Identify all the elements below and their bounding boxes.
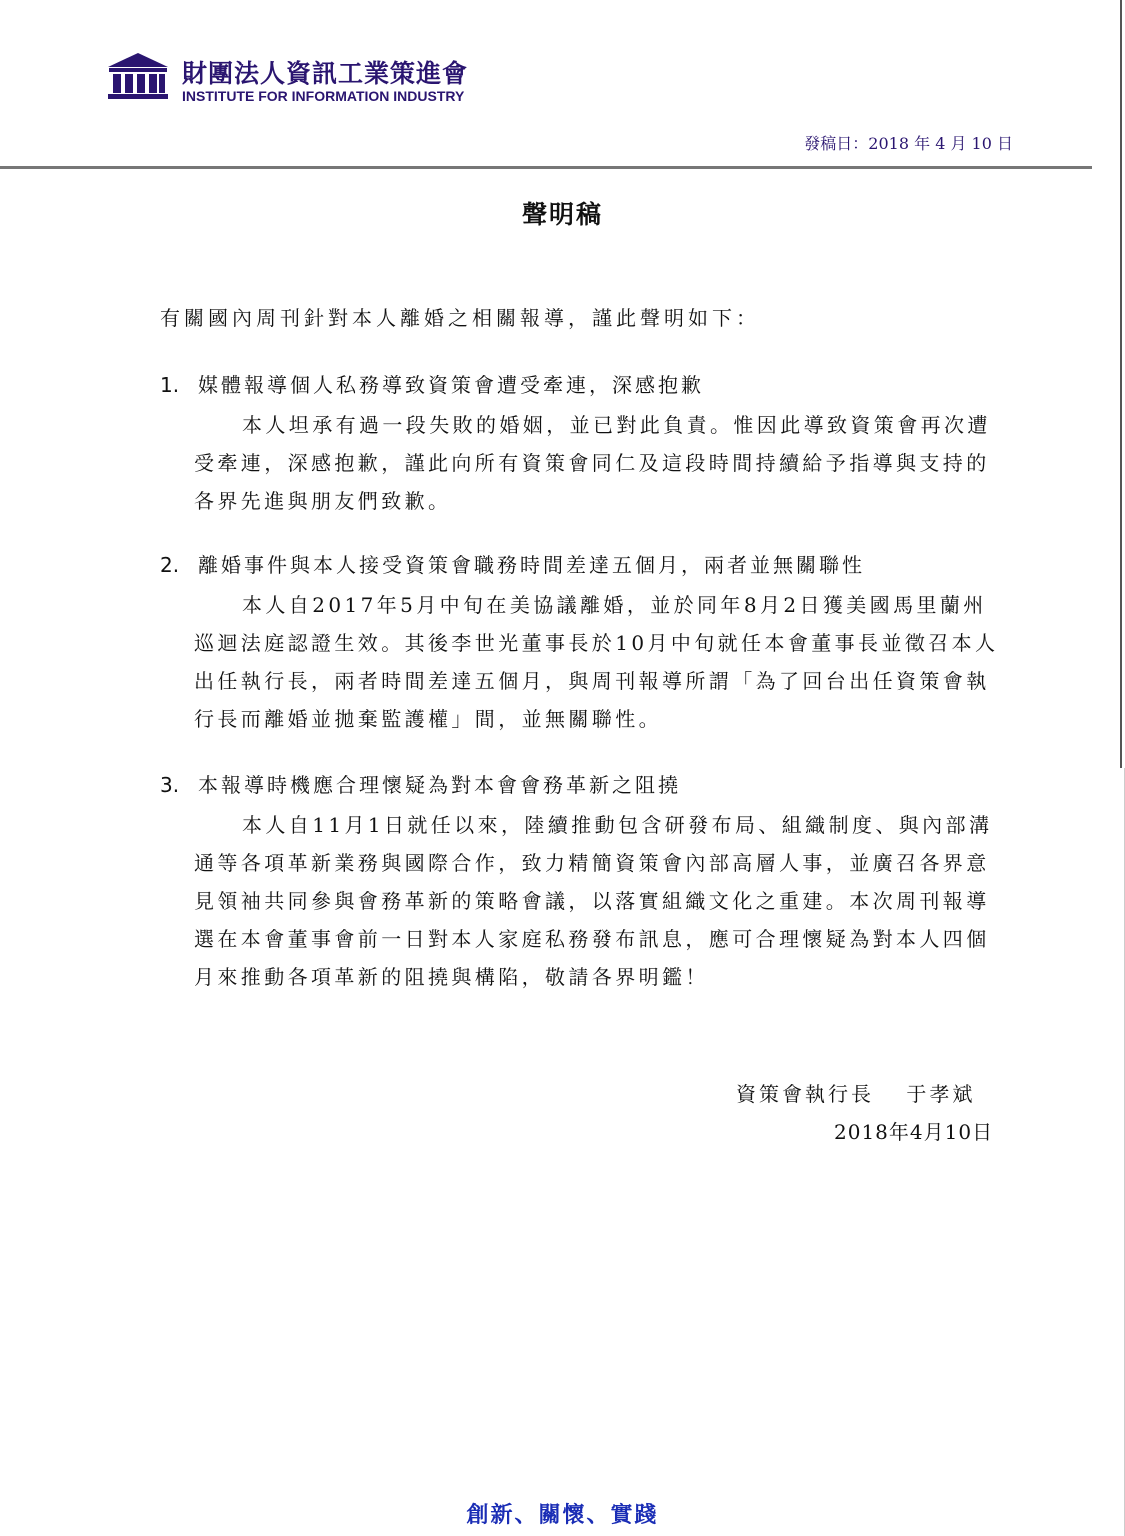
section-heading [160, 370, 1020, 400]
section-number: 2. [160, 553, 180, 577]
release-date: 發稿日：2018 年 4 月 10 日 [804, 134, 1013, 153]
section-body: 本人自11月1日就任以來，陸續推動包含研發布局、組織制度、與內部溝通等各項革新業務與國際合作，致力精簡資策會內部高層人事，並廣召各界意見領袖共同參與會務革新的策略會議，以落實組織文化之重建。本次周刊報導選在本會董事會前一日對本人家庭私務發布訊息，應可合理懷疑為對本人四個月來推動各項革新的阻撓與構陷，敬請各界明鑑！ [194, 813, 993, 989]
header-divider [0, 166, 1092, 169]
org-name-english: INSTITUTE FOR INFORMATION INDUSTRY [182, 88, 465, 104]
footer-slogan: 創新、關懷、實踐 [466, 1503, 659, 1528]
page-edge [1120, 0, 1122, 768]
section-number: 3. [160, 773, 180, 797]
section-number: 1. [160, 373, 180, 397]
org-name-chinese: 財團法人資訊工業策進會 [182, 59, 469, 88]
section-heading [160, 770, 1020, 800]
section-heading-text: 離婚事件與本人接受資策會職務時間差達五個月，兩者並無關聯性 [198, 553, 865, 577]
statement-section-3 [160, 770, 1020, 996]
section-heading-text: 本報導時機應合理懷疑為對本會會務革新之阻撓 [198, 773, 681, 797]
signature-name: 資策會執行長 于孝斌 [736, 1082, 976, 1106]
institute-logo-icon [107, 52, 169, 100]
statement-section-2 [160, 550, 1020, 738]
section-body: 本人自2017年5月中旬在美協議離婚，並於同年8月2日獲美國馬里蘭州巡迴法庭認證生效。其後李世光董事長於10月中旬就任本會董事長並徵召本人出任執行長，兩者時間差達五個月，與周刊報導所謂「為了回台出任資策會執行長而離婚並拋棄監護權」間，並無關聯性。 [194, 593, 999, 731]
statement-section-1 [160, 370, 1020, 520]
intro-statement: 有關國內周刊針對本人離婚之相關報導，謹此聲明如下： [160, 306, 760, 330]
section-heading [160, 550, 1020, 580]
signature-date: 2018年4月10日 [834, 1120, 994, 1144]
section-heading-text: 媒體報導個人私務導致資策會遭受牽連，深感抱歉 [198, 373, 704, 397]
section-body: 本人坦承有過一段失敗的婚姻，並已對此負責。惟因此導致資策會再次遭受牽連，深感抱歉，謹此向所有資策會同仁及這段時間持續給予指導與支持的各界先進與朋友們致歉。 [194, 413, 991, 513]
document-title: 聲明稿 [521, 200, 603, 229]
